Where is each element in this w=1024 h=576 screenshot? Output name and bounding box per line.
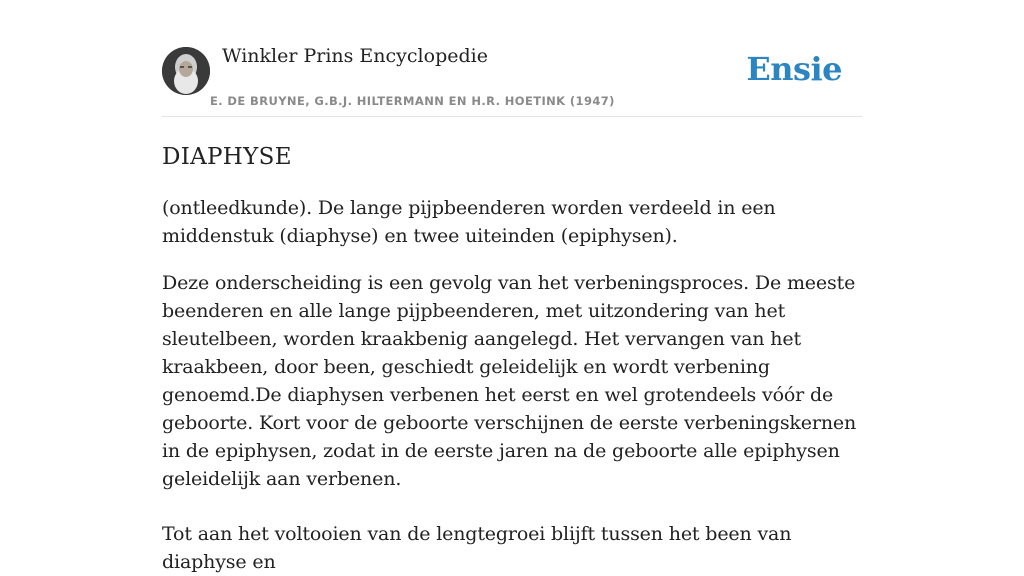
page — [162, 0, 862, 576]
entry-title: DIAPHYSE — [162, 144, 292, 170]
portrait-icon — [162, 47, 210, 95]
author-avatar[interactable] — [162, 47, 210, 95]
ensie-logo[interactable]: Ensie — [746, 50, 842, 88]
entry-paragraph: (ontleedkunde). De lange pijpbeenderen worden verdeeld in een middenstuk (diaphyse) en twee uiteinden (epiphysen). — [162, 197, 776, 247]
header — [162, 0, 862, 117]
authors-credit: E. DE BRUYNE, G.B.J. HILTERMANN EN H.R. HOETINK (1947) — [210, 94, 615, 108]
encyclopedia-title[interactable]: Winkler Prins Encyclopedie — [222, 45, 488, 67]
entry-paragraph: Tot aan het voltooien van de lengtegroei blijft tussen het been van diaphyse en — [162, 523, 792, 573]
entry-paragraph: Deze onderscheiding is een gevolg van het verbeningsproces. De meeste beenderen en alle lange pijpbeenderen, met uitzondering van het sleutelbeen, worden kraakbenig aangelegd. Het vervangen van het kraakbeen, door been, geschiedt geleidelijk en wordt verbening genoemd.De diaphysen verbenen het eerst en wel grotendeels vóór de geboorte. Kort voor de geboorte verschijnen de eerste verbeningskernen in de epiphysen, zodat in de eerste jaren na de geboorte alle epiphysen geleidelijk aan verbenen. — [162, 272, 857, 490]
